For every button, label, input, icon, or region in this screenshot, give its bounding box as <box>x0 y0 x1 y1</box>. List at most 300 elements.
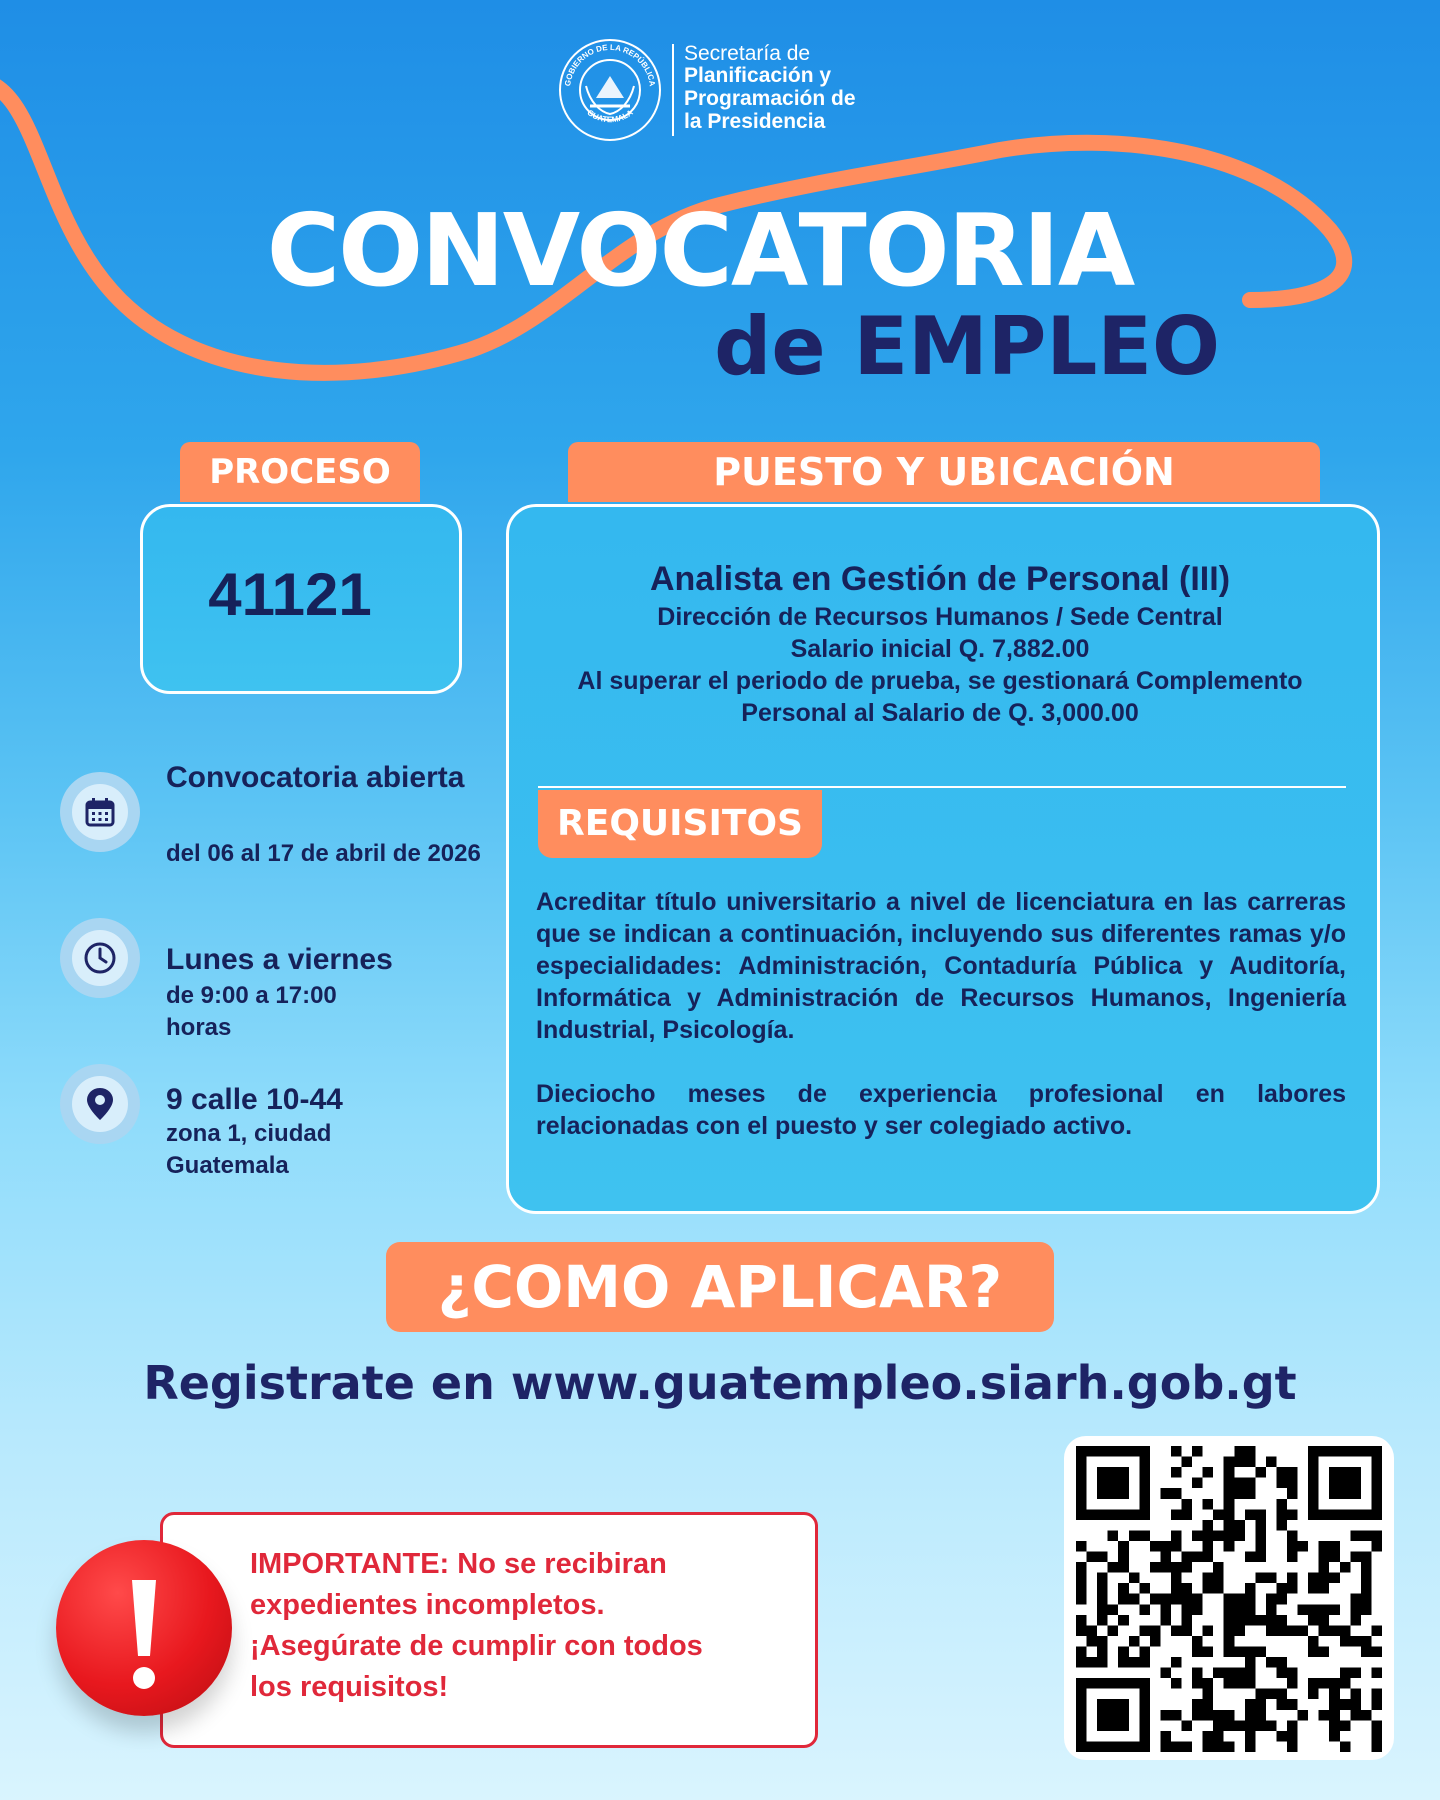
qr-module <box>1329 1731 1340 1742</box>
qr-module <box>1308 1615 1319 1626</box>
qr-module <box>1298 1541 1309 1552</box>
qr-module <box>1361 1583 1372 1594</box>
qr-module <box>1139 1731 1150 1742</box>
qr-module <box>1108 1446 1119 1457</box>
qr-module <box>1371 1478 1382 1489</box>
qr-module <box>1182 1741 1193 1752</box>
qr-module <box>1139 1509 1150 1520</box>
qr-module <box>1245 1457 1256 1468</box>
qr-module <box>1255 1573 1266 1584</box>
qr-module <box>1371 1699 1382 1710</box>
qr-module <box>1276 1520 1287 1531</box>
qr-module <box>1076 1457 1087 1468</box>
qr-module <box>1245 1720 1256 1731</box>
qr-module <box>1139 1478 1150 1489</box>
qr-module <box>1255 1699 1266 1710</box>
qr-module <box>1097 1636 1108 1647</box>
qr-module <box>1213 1509 1224 1520</box>
qr-module <box>1245 1731 1256 1742</box>
qr-module <box>1076 1488 1087 1499</box>
qr-module <box>1171 1710 1182 1721</box>
requirements-label: REQUISITOS <box>538 790 822 858</box>
qr-module <box>1118 1541 1129 1552</box>
qr-module <box>1087 1657 1098 1668</box>
qr-module <box>1118 1562 1129 1573</box>
location-icon-badge <box>60 1064 140 1144</box>
qr-module <box>1371 1488 1382 1499</box>
qr-module <box>1118 1678 1129 1689</box>
qr-module <box>1171 1488 1182 1499</box>
qr-module <box>1276 1699 1287 1710</box>
qr-module <box>1150 1594 1161 1605</box>
qr-module <box>1329 1720 1340 1731</box>
qr-code-icon[interactable] <box>1076 1446 1382 1752</box>
qr-module <box>1203 1710 1214 1721</box>
qr-module <box>1371 1646 1382 1657</box>
qr-module <box>1118 1699 1129 1710</box>
qr-module <box>1371 1541 1382 1552</box>
qr-module <box>1203 1699 1214 1710</box>
qr-module <box>1108 1710 1119 1721</box>
qr-module <box>1224 1478 1235 1489</box>
org-name-line-4: la Presidencia <box>684 110 826 133</box>
qr-module <box>1118 1552 1129 1563</box>
qr-module <box>1371 1668 1382 1679</box>
qr-module <box>1203 1573 1214 1584</box>
qr-module <box>1076 1741 1087 1752</box>
qr-module <box>1182 1615 1193 1626</box>
qr-module <box>1276 1499 1287 1510</box>
qr-module <box>1213 1720 1224 1731</box>
qr-module <box>1076 1699 1087 1710</box>
qr-module <box>1213 1530 1224 1541</box>
qr-module <box>1371 1509 1382 1520</box>
qr-module <box>1234 1625 1245 1636</box>
qr-module <box>1234 1457 1245 1468</box>
qr-module <box>1171 1562 1182 1573</box>
qr-module <box>1245 1668 1256 1679</box>
qr-module <box>1287 1541 1298 1552</box>
qr-module <box>1076 1446 1087 1457</box>
qr-module <box>1076 1509 1087 1520</box>
qr-module <box>1329 1573 1340 1584</box>
qr-module <box>1245 1594 1256 1605</box>
qr-module <box>1224 1594 1235 1605</box>
org-name-line-3: Programación de <box>684 87 856 110</box>
qr-module <box>1308 1478 1319 1489</box>
qr-module <box>1129 1509 1140 1520</box>
qr-module <box>1182 1457 1193 1468</box>
qr-module <box>1213 1668 1224 1679</box>
qr-module <box>1329 1604 1340 1615</box>
qr-module <box>1308 1499 1319 1510</box>
position-divider <box>538 786 1346 788</box>
qr-module <box>1160 1594 1171 1605</box>
position-label: PUESTO Y UBICACIÓN <box>568 442 1320 502</box>
qr-module <box>1350 1615 1361 1626</box>
how-to-apply-label: ¿COMO APLICAR? <box>386 1242 1054 1332</box>
qr-module <box>1203 1499 1214 1510</box>
qr-module <box>1308 1457 1319 1468</box>
notice-line-2: expedientes incompletos. <box>250 1589 605 1621</box>
qr-module <box>1076 1689 1087 1700</box>
qr-module <box>1171 1467 1182 1478</box>
qr-module <box>1350 1530 1361 1541</box>
qr-module <box>1213 1583 1224 1594</box>
qr-module <box>1139 1467 1150 1478</box>
qr-module <box>1298 1710 1309 1721</box>
qr-module <box>1108 1562 1119 1573</box>
qr-module <box>1118 1657 1129 1668</box>
qr-module <box>1266 1594 1277 1605</box>
seal-text-top: GOBIERNO DE LA REPÚBLICA <box>563 42 657 87</box>
qr-module <box>1203 1552 1214 1563</box>
qr-module <box>1371 1446 1382 1457</box>
qr-module <box>1139 1710 1150 1721</box>
qr-module <box>1182 1562 1193 1573</box>
job-note-line-1: Al superar el periodo de prueba, se gestionará Complemento <box>577 667 1303 695</box>
qr-module <box>1076 1615 1087 1626</box>
qr-module <box>1108 1741 1119 1752</box>
qr-module <box>1319 1678 1330 1689</box>
qr-module <box>1224 1710 1235 1721</box>
qr-module <box>1308 1689 1319 1700</box>
qr-module <box>1245 1678 1256 1689</box>
qr-module <box>1097 1657 1108 1668</box>
qr-module <box>1097 1710 1108 1721</box>
qr-module <box>1160 1488 1171 1499</box>
qr-module <box>1350 1710 1361 1721</box>
qr-module <box>1276 1731 1287 1742</box>
qr-module <box>1287 1467 1298 1478</box>
qr-module <box>1129 1530 1140 1541</box>
qr-module <box>1255 1552 1266 1563</box>
qr-module <box>1340 1668 1351 1679</box>
qr-module <box>1350 1446 1361 1457</box>
qr-module <box>1308 1488 1319 1499</box>
qr-module <box>1266 1604 1277 1615</box>
qr-module <box>1350 1478 1361 1489</box>
qr-module <box>1350 1604 1361 1615</box>
qr-module <box>1308 1678 1319 1689</box>
qr-module <box>1203 1625 1214 1636</box>
qr-module <box>1361 1509 1372 1520</box>
qr-module <box>1139 1720 1150 1731</box>
qr-module <box>1097 1478 1108 1489</box>
qr-module <box>1308 1604 1319 1615</box>
qr-module <box>1224 1541 1235 1552</box>
qr-module <box>1308 1467 1319 1478</box>
qr-module <box>1097 1615 1108 1626</box>
qr-module <box>1118 1467 1129 1478</box>
qr-module <box>1213 1573 1224 1584</box>
requirement-item: Dieciocho meses de experiencia profesional en labores relacionadas con el puesto y ser colegiado activo. <box>536 1080 1346 1140</box>
qr-module <box>1192 1699 1203 1710</box>
qr-module <box>1255 1720 1266 1731</box>
qr-module <box>1224 1741 1235 1752</box>
qr-module <box>1171 1741 1182 1752</box>
qr-module <box>1182 1552 1193 1563</box>
qr-module <box>1076 1710 1087 1721</box>
qr-module <box>1298 1625 1309 1636</box>
qr-module <box>1224 1604 1235 1615</box>
qr-module <box>1255 1646 1266 1657</box>
qr-module <box>1160 1541 1171 1552</box>
qr-module <box>1213 1741 1224 1752</box>
qr-module <box>1182 1594 1193 1605</box>
qr-module <box>1371 1499 1382 1510</box>
qr-module <box>1118 1478 1129 1489</box>
qr-module <box>1340 1562 1351 1573</box>
qr-module <box>1350 1509 1361 1520</box>
qr-module <box>1139 1689 1150 1700</box>
qr-module <box>1361 1636 1372 1647</box>
qr-module <box>1087 1678 1098 1689</box>
qr-module <box>1276 1467 1287 1478</box>
qr-module <box>1340 1488 1351 1499</box>
calendar-icon <box>84 796 116 828</box>
qr-module <box>1340 1636 1351 1647</box>
qr-module <box>1182 1583 1193 1594</box>
qr-module <box>1329 1446 1340 1457</box>
qr-module <box>1329 1467 1340 1478</box>
page-title: CONVOCATORIA <box>266 192 1134 309</box>
seal-text-bottom: GUATEMALA <box>585 107 635 125</box>
qr-module <box>1097 1509 1108 1520</box>
notice-line-4: los requisitos! <box>250 1671 449 1703</box>
qr-module <box>1108 1530 1119 1541</box>
qr-module <box>1308 1646 1319 1657</box>
government-seal-logo <box>556 36 664 144</box>
qr-module <box>1224 1520 1235 1531</box>
qr-module <box>1076 1562 1087 1573</box>
qr-module <box>1097 1646 1108 1657</box>
qr-module <box>1213 1562 1224 1573</box>
qr-module <box>1371 1530 1382 1541</box>
qr-module <box>1234 1604 1245 1615</box>
qr-module <box>1087 1636 1098 1647</box>
qr-module <box>1319 1446 1330 1457</box>
qr-module <box>1276 1657 1287 1668</box>
org-name-line-1: Secretaría de <box>684 42 811 65</box>
qr-module <box>1276 1615 1287 1626</box>
qr-module <box>1203 1530 1214 1541</box>
qr-module <box>1234 1678 1245 1689</box>
qr-module <box>1108 1478 1119 1489</box>
qr-module <box>1118 1646 1129 1657</box>
qr-module <box>1234 1720 1245 1731</box>
qr-module <box>1329 1478 1340 1489</box>
qr-module <box>1224 1488 1235 1499</box>
address-title: 9 calle 10-44 <box>166 1083 343 1116</box>
qr-module <box>1224 1625 1235 1636</box>
qr-module <box>1097 1583 1108 1594</box>
qr-module <box>1097 1552 1108 1563</box>
qr-module <box>1255 1615 1266 1626</box>
qr-module <box>1139 1446 1150 1457</box>
dates-detail: del 06 al 17 de abril de 2026 <box>166 840 481 867</box>
qr-module <box>1287 1720 1298 1731</box>
qr-module <box>1329 1710 1340 1721</box>
qr-module <box>1076 1731 1087 1742</box>
qr-module <box>1150 1562 1161 1573</box>
qr-module <box>1129 1741 1140 1752</box>
qr-module <box>1340 1509 1351 1520</box>
qr-module <box>1350 1488 1361 1499</box>
qr-module <box>1171 1625 1182 1636</box>
process-number: 41121 <box>208 561 372 628</box>
qr-module <box>1319 1604 1330 1615</box>
qr-module <box>1340 1478 1351 1489</box>
qr-module <box>1224 1636 1235 1647</box>
qr-module <box>1118 1488 1129 1499</box>
qr-module <box>1108 1678 1119 1689</box>
qr-module <box>1340 1678 1351 1689</box>
qr-module <box>1203 1520 1214 1531</box>
qr-module <box>1266 1657 1277 1668</box>
qr-module <box>1150 1625 1161 1636</box>
qr-module <box>1255 1710 1266 1721</box>
qr-module <box>1245 1446 1256 1457</box>
qr-module <box>1139 1741 1150 1752</box>
qr-module <box>1129 1636 1140 1647</box>
qr-module <box>1319 1615 1330 1626</box>
qr-module <box>1266 1625 1277 1636</box>
qr-module <box>1361 1594 1372 1605</box>
qr-module <box>1129 1573 1140 1584</box>
qr-module <box>1129 1657 1140 1668</box>
qr-module <box>1287 1625 1298 1636</box>
qr-module <box>1308 1573 1319 1584</box>
qr-module <box>1308 1509 1319 1520</box>
qr-module <box>1118 1583 1129 1594</box>
qr-module <box>1287 1668 1298 1679</box>
qr-module <box>1329 1699 1340 1710</box>
qr-module <box>1160 1710 1171 1721</box>
qr-module <box>1329 1689 1340 1700</box>
qr-module <box>1182 1499 1193 1510</box>
qr-module <box>1192 1636 1203 1647</box>
qr-module <box>1255 1541 1266 1552</box>
qr-module <box>1287 1731 1298 1742</box>
qr-module <box>1192 1552 1203 1563</box>
qr-module <box>1076 1625 1087 1636</box>
qr-module <box>1108 1509 1119 1520</box>
qr-module <box>1276 1594 1287 1605</box>
qr-module <box>1139 1646 1150 1657</box>
qr-module <box>1160 1615 1171 1626</box>
qr-module <box>1298 1604 1309 1615</box>
qr-module <box>1340 1720 1351 1731</box>
qr-module <box>1361 1530 1372 1541</box>
qr-module <box>1371 1689 1382 1700</box>
register-website-link[interactable]: Registrate en www.guatempleo.siarh.gob.gt <box>143 1356 1297 1410</box>
qr-module <box>1118 1446 1129 1457</box>
qr-module <box>1097 1446 1108 1457</box>
qr-module <box>1329 1509 1340 1520</box>
qr-module <box>1234 1446 1245 1457</box>
qr-module <box>1108 1604 1119 1615</box>
qr-module <box>1245 1710 1256 1721</box>
qr-module <box>1108 1467 1119 1478</box>
qr-module <box>1340 1741 1351 1752</box>
qr-module <box>1224 1457 1235 1468</box>
qr-module <box>1361 1646 1372 1657</box>
qr-module <box>1308 1446 1319 1457</box>
qr-module <box>1276 1689 1287 1700</box>
qr-module <box>1361 1710 1372 1721</box>
qr-module <box>1276 1668 1287 1679</box>
qr-module <box>1371 1720 1382 1731</box>
qr-module <box>1139 1657 1150 1668</box>
qr-module <box>1340 1446 1351 1457</box>
qr-module <box>1160 1741 1171 1752</box>
clock-icon-badge <box>60 918 140 998</box>
qr-module <box>1171 1530 1182 1541</box>
qr-module <box>1182 1604 1193 1615</box>
qr-module <box>1361 1552 1372 1563</box>
job-title: Analista en Gestión de Personal (III) <box>649 560 1231 598</box>
qr-module <box>1097 1699 1108 1710</box>
qr-module <box>1108 1625 1119 1636</box>
qr-module <box>1203 1467 1214 1478</box>
qr-module <box>1255 1509 1266 1520</box>
qr-module <box>1118 1741 1129 1752</box>
qr-module <box>1340 1699 1351 1710</box>
qr-module <box>1245 1583 1256 1594</box>
qr-module <box>1245 1552 1256 1563</box>
qr-module <box>1371 1741 1382 1752</box>
qr-module <box>1129 1678 1140 1689</box>
qr-module <box>1245 1488 1256 1499</box>
address-detail: zona 1, ciudad Guatemala <box>166 1120 332 1179</box>
qr-module <box>1171 1657 1182 1668</box>
qr-module <box>1266 1573 1277 1584</box>
qr-module <box>1287 1530 1298 1541</box>
qr-module <box>1097 1467 1108 1478</box>
qr-module <box>1192 1594 1203 1605</box>
dates-title: Convocatoria abierta <box>166 761 465 794</box>
qr-module <box>1224 1530 1235 1541</box>
qr-module <box>1245 1699 1256 1710</box>
qr-module <box>1234 1646 1245 1657</box>
qr-module <box>1276 1583 1287 1594</box>
qr-module <box>1076 1720 1087 1731</box>
qr-module <box>1224 1646 1235 1657</box>
qr-module <box>1171 1446 1182 1457</box>
qr-module <box>1287 1573 1298 1584</box>
qr-module <box>1266 1689 1277 1700</box>
calendar-icon-badge <box>60 772 140 852</box>
qr-module <box>1171 1678 1182 1689</box>
qr-module <box>1234 1668 1245 1679</box>
qr-module <box>1319 1562 1330 1573</box>
qr-module <box>1287 1699 1298 1710</box>
qr-module <box>1150 1636 1161 1647</box>
qr-module <box>1097 1741 1108 1752</box>
qr-module <box>1340 1625 1351 1636</box>
qr-module <box>1160 1604 1171 1615</box>
qr-module <box>1160 1731 1171 1742</box>
qr-module <box>1361 1573 1372 1584</box>
qr-module <box>1203 1731 1214 1742</box>
qr-module <box>1224 1499 1235 1510</box>
qr-module <box>1224 1467 1235 1478</box>
hours-detail: de 9:00 a 17:00 horas <box>166 982 337 1041</box>
qr-module <box>1276 1478 1287 1489</box>
qr-module <box>1139 1530 1150 1541</box>
qr-module <box>1308 1583 1319 1594</box>
